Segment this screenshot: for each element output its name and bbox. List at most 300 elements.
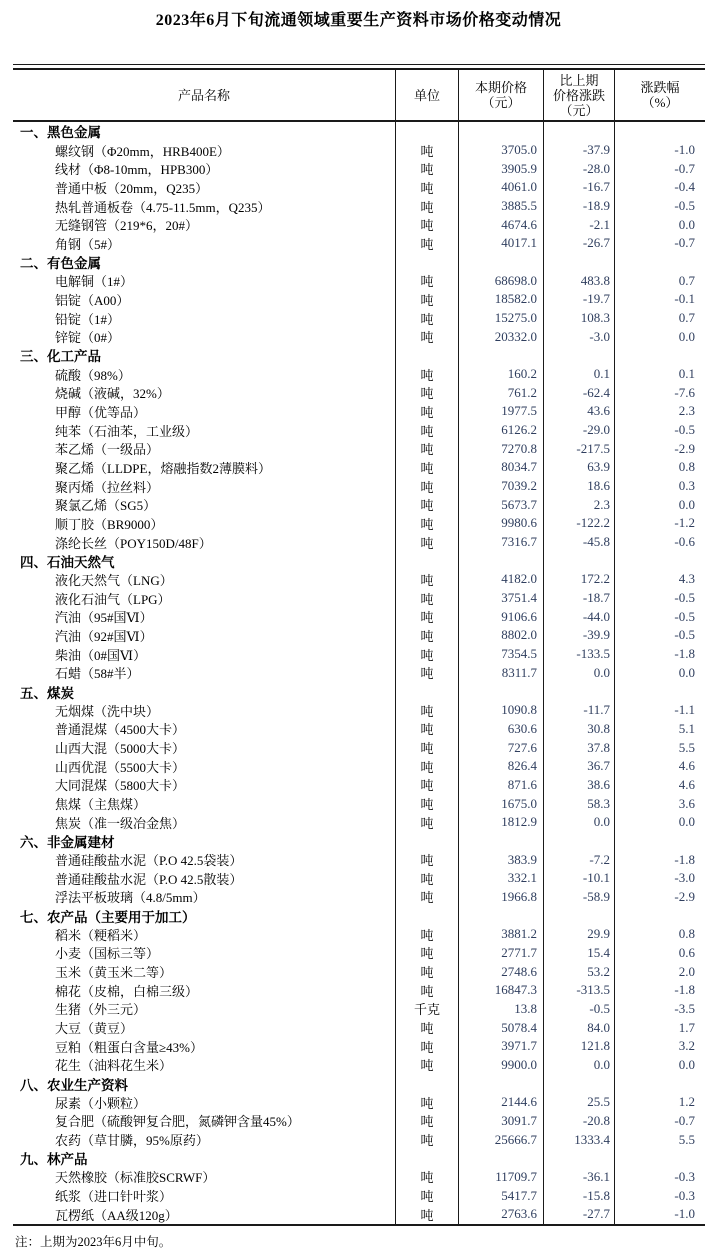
current-price: 7354.5: [458, 645, 543, 664]
unit: 吨: [395, 309, 458, 328]
price-change: 0.0: [543, 663, 614, 682]
product-name: 稻米（粳稻米）: [55, 927, 147, 943]
current-price: 20332.0: [458, 327, 543, 346]
product-name: 瓦楞纸（AA级120g）: [55, 1207, 178, 1223]
price-table: [13, 64, 705, 1250]
price-change: 15.4: [543, 944, 614, 963]
current-price: 332.1: [458, 869, 543, 888]
change-rate: 5.5: [614, 738, 705, 757]
product-name: 涤纶长丝（POY150D/48F）: [55, 535, 212, 551]
price-change: 43.6: [543, 402, 614, 421]
table-row: [13, 869, 705, 888]
header-current-price-line2: （元）: [481, 95, 521, 110]
product-name: 无烟煤（洗中块）: [55, 703, 160, 719]
section-price-cell: [458, 346, 543, 365]
unit: 吨: [395, 1130, 458, 1149]
product-name: 大同混煤（5800大卡）: [55, 778, 186, 794]
product-name: 聚乙烯（LLDPE，熔融指数2薄膜料）: [55, 460, 271, 476]
change-rate: 5.1: [614, 720, 705, 739]
product-name: 普通混煤（4500大卡）: [55, 722, 186, 738]
change-rate: 0.7: [614, 309, 705, 328]
product-name: 铝锭（A00）: [55, 292, 130, 308]
price-change: 37.8: [543, 738, 614, 757]
table-row: [13, 495, 705, 514]
section-row: [13, 1149, 705, 1168]
current-price: 1977.5: [458, 402, 543, 421]
change-rate: 1.2: [614, 1093, 705, 1112]
price-change: 0.0: [543, 1056, 614, 1075]
section-unit-cell: [395, 906, 458, 925]
price-change: -19.7: [543, 290, 614, 309]
price-change: 63.9: [543, 458, 614, 477]
current-price: 7316.7: [458, 533, 543, 552]
section-row: [13, 906, 705, 925]
change-rate: 2.3: [614, 402, 705, 421]
change-rate: 0.7: [614, 271, 705, 290]
section-change-cell: [543, 551, 614, 570]
section-row: [13, 551, 705, 570]
price-change: -29.0: [543, 421, 614, 440]
unit: 吨: [395, 1093, 458, 1112]
current-price: 630.6: [458, 720, 543, 739]
section-price-cell: [458, 1074, 543, 1093]
table-row: [13, 533, 705, 552]
unit: 吨: [395, 1186, 458, 1205]
price-change: -44.0: [543, 607, 614, 626]
header-product-name-label: 产品名称: [177, 87, 230, 103]
price-change: 36.7: [543, 757, 614, 776]
current-price: 4017.1: [458, 234, 543, 253]
unit: 吨: [395, 477, 458, 496]
change-rate: -1.8: [614, 645, 705, 664]
unit: 吨: [395, 197, 458, 216]
product-name: 甲醇（优等品）: [55, 404, 147, 420]
current-price: 1966.8: [458, 888, 543, 907]
unit: 吨: [395, 383, 458, 402]
change-rate: 0.8: [614, 458, 705, 477]
product-name: 尿素（小颗粒）: [55, 1095, 147, 1111]
price-change: -45.8: [543, 533, 614, 552]
change-rate: 0.8: [614, 925, 705, 944]
product-name: 液化天然气（LNG）: [55, 572, 173, 588]
current-price: 871.6: [458, 776, 543, 795]
price-change: 1333.4: [543, 1130, 614, 1149]
table-row: [13, 1093, 705, 1112]
change-rate: -0.5: [614, 421, 705, 440]
header-unit-label: 单位: [413, 87, 440, 103]
price-change: 2.3: [543, 495, 614, 514]
section-title: 八、农业生产资料: [20, 1077, 128, 1093]
product-name: 聚丙烯（拉丝料）: [55, 479, 160, 495]
product-name: 柴油（0#国Ⅵ）: [55, 647, 147, 663]
table-row: [13, 1205, 705, 1224]
price-change: -0.5: [543, 1000, 614, 1019]
section-change-cell: [543, 253, 614, 272]
unit: 吨: [395, 514, 458, 533]
price-change: -122.2: [543, 514, 614, 533]
header-unit: [395, 70, 458, 120]
current-price: 25666.7: [458, 1130, 543, 1149]
unit: 吨: [395, 776, 458, 795]
change-rate: -0.4: [614, 178, 705, 197]
table-row: [13, 1000, 705, 1019]
section-row: [13, 122, 705, 141]
table-row: [13, 663, 705, 682]
price-change: -133.5: [543, 645, 614, 664]
section-change-cell: [543, 832, 614, 851]
section-change-cell: [543, 1149, 614, 1168]
current-price: 68698.0: [458, 271, 543, 290]
current-price: 3091.7: [458, 1112, 543, 1131]
change-rate: -2.9: [614, 439, 705, 458]
change-rate: -3.0: [614, 869, 705, 888]
change-rate: -2.9: [614, 888, 705, 907]
section-title: 六、非金属建材: [20, 834, 115, 850]
unit: 吨: [395, 439, 458, 458]
price-change: -58.9: [543, 888, 614, 907]
table-row: [13, 570, 705, 589]
product-name: 山西优混（5500大卡）: [55, 759, 186, 775]
current-price: 383.9: [458, 850, 543, 869]
product-name: 普通中板（20mm，Q235）: [55, 180, 209, 196]
product-name: 焦煤（主焦煤）: [55, 797, 147, 813]
unit: 吨: [395, 458, 458, 477]
section-pct-cell: [614, 682, 705, 701]
unit: 吨: [395, 1205, 458, 1224]
product-name: 电解铜（1#）: [55, 274, 134, 290]
product-name: 豆粕（粗蛋白含量≥43%）: [55, 1039, 203, 1055]
unit: 吨: [395, 421, 458, 440]
product-name: 普通硅酸盐水泥（P.O 42.5袋装）: [55, 853, 243, 869]
change-rate: 0.6: [614, 944, 705, 963]
price-change: -3.0: [543, 327, 614, 346]
unit: 吨: [395, 589, 458, 608]
header-price-change: [543, 70, 614, 120]
change-rate: 1.7: [614, 1018, 705, 1037]
table-row: [13, 757, 705, 776]
table-body: [13, 122, 705, 1226]
unit: 吨: [395, 290, 458, 309]
current-price: 3751.4: [458, 589, 543, 608]
price-change: -217.5: [543, 439, 614, 458]
product-name: 石蜡（58#半）: [55, 666, 140, 682]
change-rate: 0.0: [614, 327, 705, 346]
price-change: -18.7: [543, 589, 614, 608]
current-price: 15275.0: [458, 309, 543, 328]
change-rate: -1.0: [614, 141, 705, 160]
change-rate: 0.3: [614, 477, 705, 496]
change-rate: 2.0: [614, 962, 705, 981]
current-price: 8034.7: [458, 458, 543, 477]
product-name: 烧碱（液碱，32%）: [55, 386, 170, 402]
change-rate: 3.6: [614, 794, 705, 813]
product-name: 无缝钢管（219*6，20#）: [55, 218, 199, 234]
table-row: [13, 159, 705, 178]
table-row: [13, 365, 705, 384]
price-change: 483.8: [543, 271, 614, 290]
table-row: [13, 850, 705, 869]
section-pct-cell: [614, 832, 705, 851]
table-row: [13, 701, 705, 720]
section-unit-cell: [395, 346, 458, 365]
current-price: 2144.6: [458, 1093, 543, 1112]
price-change: -313.5: [543, 981, 614, 1000]
table-row: [13, 514, 705, 533]
current-price: 761.2: [458, 383, 543, 402]
table-row: [13, 477, 705, 496]
section-title: 四、石油天然气: [20, 554, 115, 570]
current-price: 11709.7: [458, 1168, 543, 1187]
price-change: -11.7: [543, 701, 614, 720]
table-row: [13, 271, 705, 290]
table-row: [13, 925, 705, 944]
product-name: 玉米（黄玉米二等）: [55, 965, 173, 981]
product-name: 小麦（国标三等）: [55, 946, 160, 962]
change-rate: -0.5: [614, 607, 705, 626]
current-price: 2763.6: [458, 1205, 543, 1224]
change-rate: -0.3: [614, 1186, 705, 1205]
price-change: 29.9: [543, 925, 614, 944]
page-title: 2023年6月下旬流通领域重要生产资料市场价格变动情况: [155, 12, 562, 29]
product-name: 纸浆（进口针叶浆）: [55, 1189, 173, 1205]
product-name: 生猪（外三元）: [55, 1002, 147, 1018]
header-price-change-line1: 比上期: [559, 72, 599, 88]
current-price: 7039.2: [458, 477, 543, 496]
price-change: 84.0: [543, 1018, 614, 1037]
change-rate: -0.7: [614, 234, 705, 253]
current-price: 9900.0: [458, 1056, 543, 1075]
price-change: -7.2: [543, 850, 614, 869]
section-unit-cell: [395, 122, 458, 141]
current-price: 5417.7: [458, 1186, 543, 1205]
section-price-cell: [458, 551, 543, 570]
current-price: 3971.7: [458, 1037, 543, 1056]
unit: 吨: [395, 925, 458, 944]
price-change: 30.8: [543, 720, 614, 739]
section-title: 五、煤炭: [20, 685, 74, 701]
section-row: [13, 1074, 705, 1093]
table-row: [13, 327, 705, 346]
section-unit-cell: [395, 1149, 458, 1168]
product-name: 花生（油料花生米）: [55, 1058, 173, 1074]
unit: 吨: [395, 141, 458, 160]
table-row: [13, 309, 705, 328]
product-name: 复合肥（硫酸钾复合肥，氮磷钾含量45%）: [55, 1114, 300, 1130]
section-unit-cell: [395, 253, 458, 272]
table-row: [13, 1037, 705, 1056]
change-rate: 4.6: [614, 776, 705, 795]
section-pct-cell: [614, 253, 705, 272]
table-row: [13, 383, 705, 402]
table-row: [13, 738, 705, 757]
product-name: 热轧普通板卷（4.75-11.5mm，Q235）: [55, 199, 271, 215]
current-price: 3705.0: [458, 141, 543, 160]
change-rate: -0.1: [614, 290, 705, 309]
current-price: 1812.9: [458, 813, 543, 832]
current-price: 826.4: [458, 757, 543, 776]
current-price: 3881.2: [458, 925, 543, 944]
change-rate: -1.8: [614, 850, 705, 869]
section-pct-cell: [614, 906, 705, 925]
price-change: -15.8: [543, 1186, 614, 1205]
price-change: -20.8: [543, 1112, 614, 1131]
product-name: 液化石油气（LPG）: [55, 591, 171, 607]
price-change: -18.9: [543, 197, 614, 216]
product-name: 铅锭（1#）: [55, 311, 121, 327]
unit: 吨: [395, 271, 458, 290]
current-price: 7270.8: [458, 439, 543, 458]
product-name: 角钢（5#）: [55, 236, 121, 252]
table-row: [13, 1168, 705, 1187]
table-row: [13, 178, 705, 197]
price-change: 53.2: [543, 962, 614, 981]
unit: 吨: [395, 1018, 458, 1037]
table-row: [13, 794, 705, 813]
change-rate: -3.5: [614, 1000, 705, 1019]
product-name: 天然橡胶（标准胶SCRWF）: [55, 1170, 216, 1186]
header-change-rate-line2: （%）: [641, 95, 679, 110]
current-price: 8802.0: [458, 626, 543, 645]
current-price: 16847.3: [458, 981, 543, 1000]
section-price-cell: [458, 906, 543, 925]
table-row: [13, 589, 705, 608]
table-row: [13, 234, 705, 253]
table-row: [13, 1112, 705, 1131]
change-rate: -0.7: [614, 1112, 705, 1131]
table-row: [13, 1018, 705, 1037]
section-title: 九、林产品: [20, 1152, 88, 1168]
change-rate: -0.5: [614, 197, 705, 216]
current-price: 8311.7: [458, 663, 543, 682]
change-rate: -1.8: [614, 981, 705, 1000]
current-price: 3905.9: [458, 159, 543, 178]
price-change: 172.2: [543, 570, 614, 589]
current-price: 5078.4: [458, 1018, 543, 1037]
table-row: [13, 141, 705, 160]
table-row: [13, 439, 705, 458]
section-unit-cell: [395, 832, 458, 851]
header-price-change-line2: 价格涨跌: [552, 87, 605, 103]
price-change: -10.1: [543, 869, 614, 888]
section-pct-cell: [614, 122, 705, 141]
unit: 吨: [395, 962, 458, 981]
unit: 吨: [395, 159, 458, 178]
price-change: 0.1: [543, 365, 614, 384]
price-change: 38.6: [543, 776, 614, 795]
current-price: 2748.6: [458, 962, 543, 981]
unit: 吨: [395, 1168, 458, 1187]
unit: 吨: [395, 944, 458, 963]
section-price-cell: [458, 832, 543, 851]
price-change: -28.0: [543, 159, 614, 178]
product-name: 苯乙烯（一级品）: [55, 442, 160, 458]
unit: 吨: [395, 327, 458, 346]
product-name: 汽油（95#国Ⅵ）: [55, 610, 153, 626]
change-rate: 3.2: [614, 1037, 705, 1056]
section-pct-cell: [614, 551, 705, 570]
product-name: 浮法平板玻璃（4.8/5mm）: [55, 890, 206, 906]
section-row: [13, 253, 705, 272]
change-rate: -1.2: [614, 514, 705, 533]
table-row: [13, 607, 705, 626]
table-row: [13, 962, 705, 981]
unit: 吨: [395, 1112, 458, 1131]
price-change: -2.1: [543, 215, 614, 234]
current-price: 4182.0: [458, 570, 543, 589]
current-price: 6126.2: [458, 421, 543, 440]
current-price: 727.6: [458, 738, 543, 757]
section-row: [13, 832, 705, 851]
change-rate: 0.0: [614, 813, 705, 832]
current-price: 9980.6: [458, 514, 543, 533]
product-name: 棉花（皮棉，白棉三级）: [55, 983, 199, 999]
product-name: 农药（草甘膦，95%原药）: [55, 1133, 209, 1149]
change-rate: -7.6: [614, 383, 705, 402]
product-name: 焦炭（准一级冶金焦）: [55, 815, 186, 831]
header-current-price-line1: 本期价格: [474, 80, 527, 95]
current-price: 1675.0: [458, 794, 543, 813]
change-rate: 4.3: [614, 570, 705, 589]
current-price: 3885.5: [458, 197, 543, 216]
product-name: 聚氯乙烯（SG5）: [55, 498, 157, 514]
footnote: 注：上期为2023年6月中旬。: [15, 1234, 172, 1249]
unit: 吨: [395, 626, 458, 645]
price-change: -27.7: [543, 1205, 614, 1224]
table-row: [13, 215, 705, 234]
table-row: [13, 290, 705, 309]
section-change-cell: [543, 122, 614, 141]
change-rate: -0.3: [614, 1168, 705, 1187]
unit: 吨: [395, 663, 458, 682]
product-name: 锌锭（0#）: [55, 330, 121, 346]
price-change: 121.8: [543, 1037, 614, 1056]
product-name: 大豆（黄豆）: [55, 1021, 134, 1037]
unit: 吨: [395, 813, 458, 832]
section-change-cell: [543, 1074, 614, 1093]
change-rate: -0.7: [614, 159, 705, 178]
unit: 吨: [395, 495, 458, 514]
header-change-rate: [614, 70, 705, 120]
unit: 吨: [395, 365, 458, 384]
table-row: [13, 776, 705, 795]
section-row: [13, 346, 705, 365]
price-change: 18.6: [543, 477, 614, 496]
change-rate: 0.0: [614, 1056, 705, 1075]
unit: 吨: [395, 178, 458, 197]
section-pct-cell: [614, 346, 705, 365]
unit: 吨: [395, 720, 458, 739]
current-price: 160.2: [458, 365, 543, 384]
unit: 千克: [395, 1000, 458, 1019]
product-name: 顺丁胶（BR9000）: [55, 516, 164, 532]
price-change: -39.9: [543, 626, 614, 645]
unit: 吨: [395, 645, 458, 664]
section-price-cell: [458, 1149, 543, 1168]
change-rate: -1.0: [614, 1205, 705, 1224]
unit: 吨: [395, 794, 458, 813]
unit: 吨: [395, 757, 458, 776]
price-change: 0.0: [543, 813, 614, 832]
header-current-price: [458, 70, 543, 120]
product-name: 硫酸（98%）: [55, 367, 131, 383]
unit: 吨: [395, 533, 458, 552]
section-title: 二、有色金属: [20, 256, 101, 272]
section-change-cell: [543, 682, 614, 701]
unit: 吨: [395, 850, 458, 869]
table-row: [13, 888, 705, 907]
table-row: [13, 645, 705, 664]
header-product-name: [13, 70, 395, 120]
